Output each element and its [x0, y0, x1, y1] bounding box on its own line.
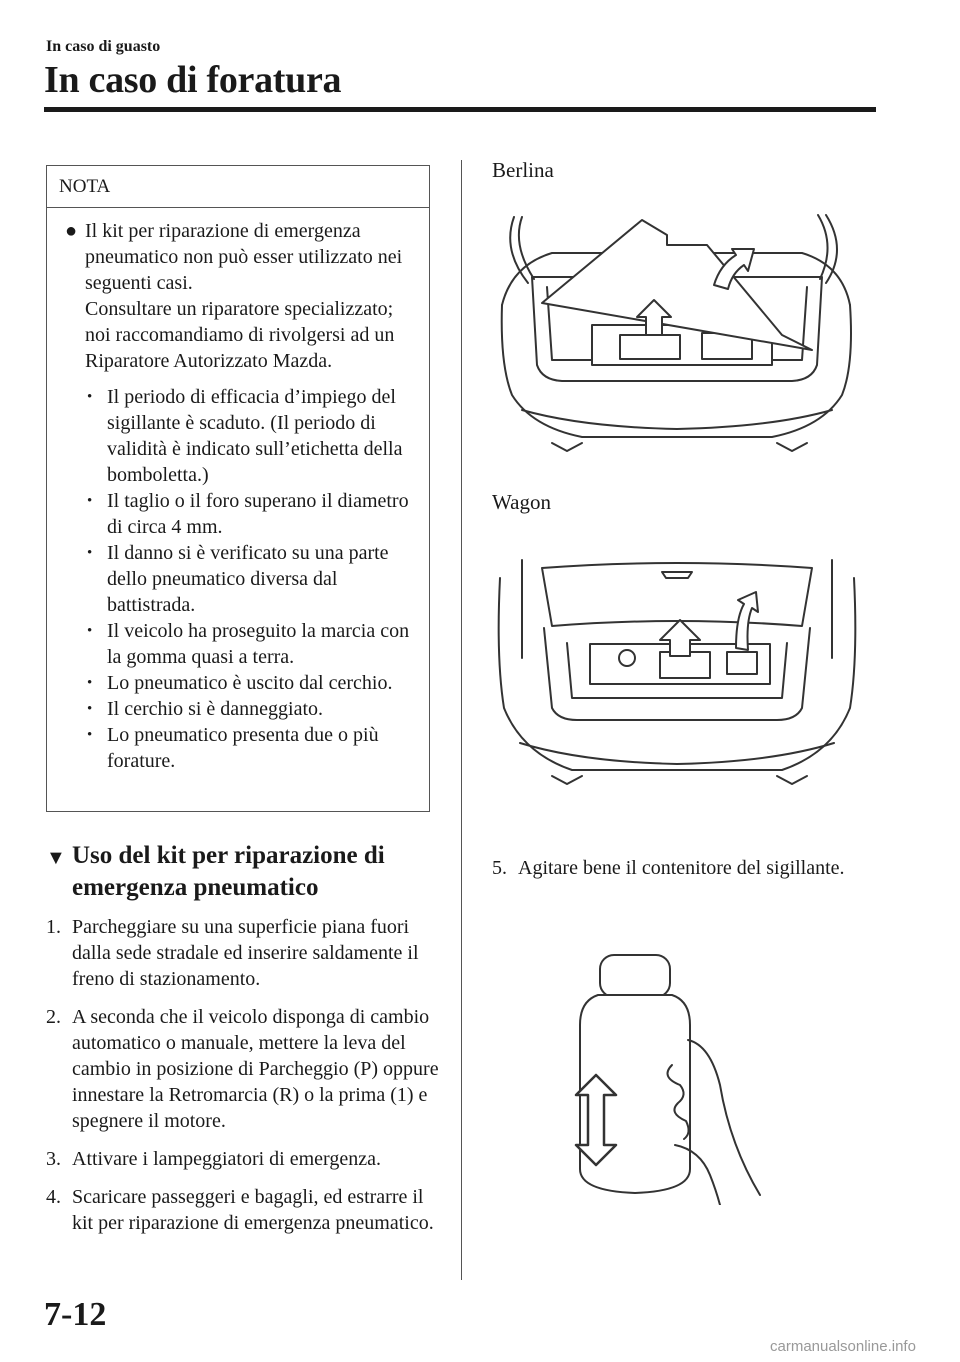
list-item: • Il periodo di efficacia d’impiego del sigillante è scaduto. (Il periodo di validità è indicato sull’etichetta della bomboletta.) — [87, 386, 403, 486]
step-item — [46, 1004, 446, 1134]
sealant-bottle-illustration — [560, 945, 780, 1205]
title-rule — [44, 107, 876, 112]
steps-list — [46, 914, 446, 1248]
column-divider — [461, 160, 462, 1280]
step-number: 3. — [46, 1148, 61, 1170]
step-number: 4. — [46, 1186, 61, 1208]
list-item: • Il danno si è verificato su una parte dello pneumatico diversa dal battistrada. — [87, 542, 389, 616]
nota-main-item — [65, 218, 415, 374]
step-item — [46, 1146, 446, 1172]
bullet-icon: • — [87, 675, 93, 691]
berlina-trunk-illustration — [492, 205, 862, 460]
page-number: 7-12 — [44, 1296, 107, 1333]
bullet-icon: • — [87, 545, 93, 561]
label-wagon: Wagon — [492, 490, 551, 514]
section-label: In caso di guasto — [46, 38, 161, 55]
nota-sub-list — [85, 384, 415, 774]
step-item — [46, 914, 446, 992]
list-item: • Lo pneumatico è uscito dal cerchio. — [87, 672, 393, 694]
wagon-trunk-illustration — [492, 548, 862, 803]
page-title: In caso di foratura — [44, 59, 342, 101]
list-item: • Lo pneumatico presenta due o più forature. — [87, 724, 379, 772]
nota-body — [47, 208, 429, 774]
section-heading — [46, 840, 446, 904]
step-item — [46, 1184, 446, 1236]
bullet-icon: • — [87, 727, 93, 743]
list-item: • Il cerchio si è danneggiato. — [87, 698, 324, 720]
triangle-down-icon: ▼ — [46, 847, 66, 869]
nota-heading: NOTA — [47, 166, 429, 208]
bullet-icon: ● — [65, 220, 78, 242]
bullet-icon: • — [87, 701, 93, 717]
bullet-icon: • — [87, 493, 93, 509]
bullet-icon: • — [87, 389, 93, 405]
step-text: Attivare i lampeggiatori di emergenza. — [72, 1148, 381, 1170]
step-5 — [492, 855, 872, 881]
bullet-icon: • — [87, 623, 93, 639]
nota-main-text: Il kit per riparazione di emergenza pneumatico non può esser utilizzato nei seguenti casi. — [85, 220, 403, 294]
list-item: • Il veicolo ha proseguito la marcia con la gomma quasi a terra. — [87, 620, 410, 668]
label-berlina: Berlina — [492, 158, 554, 182]
step-text: A seconda che il veicolo disponga di cambio automatico o manuale, mettere la leva del cambio in posizione di Parcheggio (P) oppure innestare la Retromarcia (R) o la prima (1) e spegnere il motore. — [72, 1006, 439, 1132]
nota-box — [46, 165, 430, 812]
section-heading-text: Uso del kit per riparazione di emergenza pneumatico — [72, 842, 385, 901]
step-number: 1. — [46, 916, 61, 938]
nota-main-text-2: Consultare un riparatore specializzato; noi raccomandiamo di rivolgersi ad un Riparatore Autorizzato Mazda. — [85, 298, 395, 372]
step-text: Agitare bene il contenitore del sigillante. — [518, 857, 845, 879]
step-text: Parcheggiare su una superficie piana fuori dalla sede stradale ed inserire saldamente il freno di stazionamento. — [72, 916, 419, 990]
step-number: 2. — [46, 1006, 61, 1028]
step-text: Scaricare passeggeri e bagagli, ed estrarre il kit per riparazione di emergenza pneumatico. — [72, 1186, 434, 1234]
step-number: 5. — [492, 857, 507, 879]
list-item: • Il taglio o il foro superano il diametro di circa 4 mm. — [87, 490, 409, 538]
watermark: carmanualsonline.info — [770, 1338, 916, 1355]
